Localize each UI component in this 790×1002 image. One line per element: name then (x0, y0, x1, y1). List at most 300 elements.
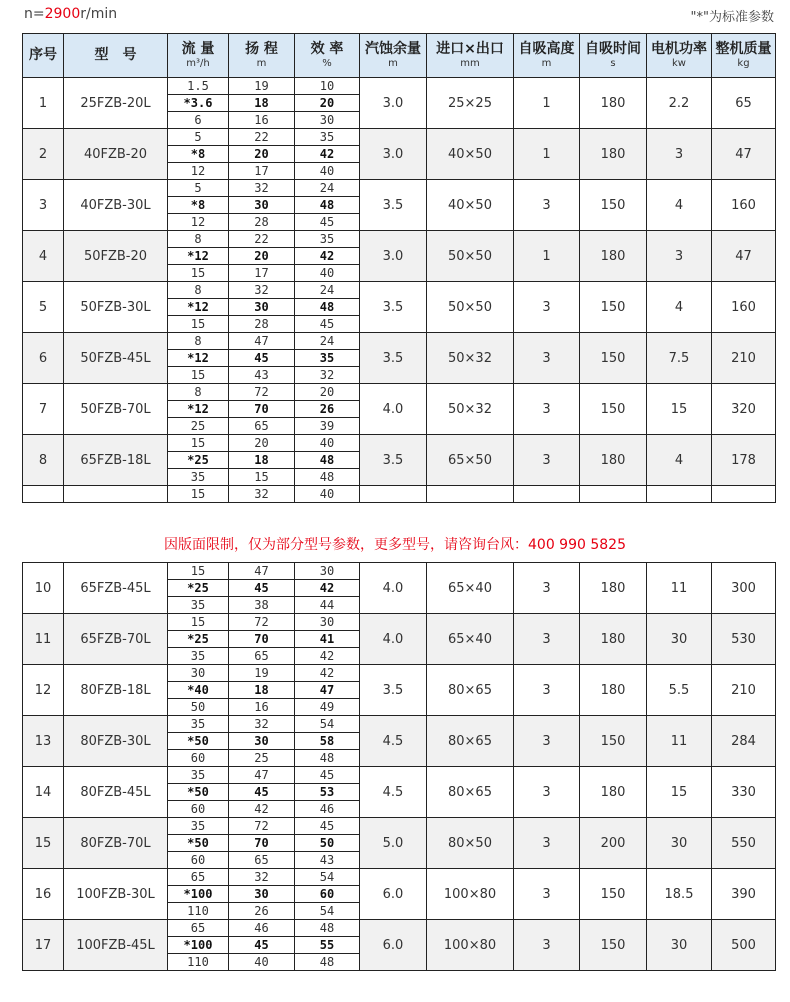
flow-cell: 60 (168, 852, 229, 869)
column-header-label: 汽蚀余量 (365, 41, 421, 57)
flow-cell: 6 (168, 112, 229, 129)
suction-time-cell: 150 (580, 384, 647, 435)
motor-power-cell: 4 (647, 180, 712, 231)
flow-cell: 60 (168, 801, 229, 818)
suction-time-cell: 180 (580, 614, 647, 665)
efficiency-cell: 48 (295, 452, 360, 469)
column-header (712, 34, 776, 78)
unit-mass-cell: 65 (712, 78, 776, 129)
flow-cell: 65 (168, 920, 229, 937)
flow-cell: 8 (168, 384, 229, 401)
row-number: 1 (23, 78, 64, 129)
row-number: 7 (23, 384, 64, 435)
flow-cell: 110 (168, 954, 229, 971)
motor-power-cell: 30 (647, 818, 712, 869)
flow-cell: 15 (168, 435, 229, 452)
head-cell: 20 (229, 248, 295, 265)
flow-cell: 35 (168, 767, 229, 784)
port-size-cell: 80×65 (427, 767, 514, 818)
head-cell: 47 (229, 563, 295, 580)
motor-power-cell: 18.5 (647, 869, 712, 920)
column-header (360, 34, 427, 78)
efficiency-cell: 44 (295, 597, 360, 614)
speed-prefix: n= (24, 6, 45, 22)
npsh-cell: 3.0 (360, 129, 427, 180)
row-number: 13 (23, 716, 64, 767)
head-cell: 45 (229, 580, 295, 597)
head-cell: 72 (229, 384, 295, 401)
head-cell: 65 (229, 852, 295, 869)
model-cell: 65FZB-70L (64, 614, 168, 665)
column-header-label: 整机质量 (715, 41, 772, 57)
head-cell: 30 (229, 197, 295, 214)
model-cell: 80FZB-30L (64, 716, 168, 767)
head-cell: 15 (229, 469, 295, 486)
port-size-cell: 65×40 (427, 563, 514, 614)
suction-lift-cell: 3 (514, 180, 580, 231)
suction-time-cell: 200 (580, 818, 647, 869)
efficiency-cell: 54 (295, 716, 360, 733)
column-header-unit: s (610, 58, 616, 69)
table-row (23, 614, 776, 631)
column-header (514, 34, 580, 78)
head-cell: 70 (229, 631, 295, 648)
efficiency-cell: 35 (295, 350, 360, 367)
efficiency-cell: 32 (295, 367, 360, 384)
suction-lift-cell: 3 (514, 869, 580, 920)
flow-cell: *25 (168, 631, 229, 648)
row-number: 11 (23, 614, 64, 665)
unit-mass-cell: 47 (712, 129, 776, 180)
npsh-cell (360, 486, 427, 503)
efficiency-cell: 48 (295, 750, 360, 767)
unit-mass-cell: 550 (712, 818, 776, 869)
table-row (23, 384, 776, 401)
row-number: 3 (23, 180, 64, 231)
flow-cell: 65 (168, 869, 229, 886)
suction-lift-cell: 3 (514, 920, 580, 971)
motor-power-cell: 30 (647, 614, 712, 665)
flow-cell: *50 (168, 784, 229, 801)
suction-lift-cell: 3 (514, 716, 580, 767)
port-size-cell: 100×80 (427, 920, 514, 971)
flow-cell: 60 (168, 750, 229, 767)
efficiency-cell: 24 (295, 282, 360, 299)
port-size-cell: 50×32 (427, 333, 514, 384)
efficiency-cell: 20 (295, 384, 360, 401)
efficiency-cell: 48 (295, 920, 360, 937)
motor-power-cell: 3 (647, 231, 712, 282)
port-size-cell: 65×50 (427, 435, 514, 486)
head-cell: 42 (229, 801, 295, 818)
column-header (64, 34, 168, 78)
flow-cell: 30 (168, 665, 229, 682)
column-header-label: 型 号 (94, 47, 137, 63)
npsh-cell: 5.0 (360, 818, 427, 869)
port-size-cell: 40×50 (427, 180, 514, 231)
flow-cell: *100 (168, 886, 229, 903)
head-cell: 16 (229, 112, 295, 129)
column-header (168, 34, 229, 78)
notice-banner: 因版面限制，仅为部分型号参数，更多型号，请咨询台风：400 990 5825 (0, 530, 790, 560)
efficiency-cell: 54 (295, 869, 360, 886)
efficiency-cell: 53 (295, 784, 360, 801)
npsh-cell: 3.0 (360, 78, 427, 129)
column-header-label: 进口×出口 (436, 41, 504, 57)
head-cell: 72 (229, 614, 295, 631)
flow-cell: 8 (168, 333, 229, 350)
head-cell: 30 (229, 299, 295, 316)
npsh-cell: 4.0 (360, 384, 427, 435)
unit-mass-cell: 47 (712, 231, 776, 282)
flow-cell: 1.5 (168, 78, 229, 95)
suction-time-cell (580, 486, 647, 503)
head-cell: 47 (229, 767, 295, 784)
column-header (427, 34, 514, 78)
flow-cell: *3.6 (168, 95, 229, 112)
efficiency-cell: 54 (295, 903, 360, 920)
motor-power-cell: 4 (647, 282, 712, 333)
model-cell: 25FZB-20L (64, 78, 168, 129)
row-number: 4 (23, 231, 64, 282)
npsh-cell: 4.5 (360, 716, 427, 767)
row-number: 16 (23, 869, 64, 920)
unit-mass-cell (712, 486, 776, 503)
flow-cell: *12 (168, 248, 229, 265)
row-number: 8 (23, 435, 64, 486)
row-number: 6 (23, 333, 64, 384)
port-size-cell: 65×40 (427, 614, 514, 665)
flow-cell: *8 (168, 197, 229, 214)
column-header-label: 效 率 (310, 41, 344, 57)
column-header-unit: m (541, 58, 552, 69)
table-row (23, 180, 776, 197)
head-cell: 30 (229, 733, 295, 750)
npsh-cell: 6.0 (360, 920, 427, 971)
head-cell: 32 (229, 180, 295, 197)
flow-cell: *8 (168, 146, 229, 163)
npsh-cell: 3.0 (360, 231, 427, 282)
table-row (23, 818, 776, 835)
npsh-cell: 3.5 (360, 282, 427, 333)
efficiency-cell: 55 (295, 937, 360, 954)
head-cell: 19 (229, 665, 295, 682)
efficiency-cell: 20 (295, 95, 360, 112)
flow-cell: *50 (168, 835, 229, 852)
motor-power-cell: 2.2 (647, 78, 712, 129)
unit-mass-cell: 210 (712, 665, 776, 716)
npsh-cell: 3.5 (360, 180, 427, 231)
suction-lift-cell: 3 (514, 563, 580, 614)
efficiency-cell: 48 (295, 954, 360, 971)
table-row (23, 716, 776, 733)
efficiency-cell: 42 (295, 248, 360, 265)
flow-cell: *50 (168, 733, 229, 750)
head-cell: 28 (229, 214, 295, 231)
efficiency-cell: 47 (295, 682, 360, 699)
efficiency-cell: 42 (295, 146, 360, 163)
head-cell: 32 (229, 869, 295, 886)
model-cell: 80FZB-45L (64, 767, 168, 818)
column-header-label: 自吸时间 (585, 41, 641, 57)
standard-param-note: "*"为标准参数 (690, 10, 774, 25)
suction-time-cell: 180 (580, 435, 647, 486)
flow-cell: 15 (168, 614, 229, 631)
head-cell: 46 (229, 920, 295, 937)
efficiency-cell: 30 (295, 112, 360, 129)
port-size-cell: 50×50 (427, 231, 514, 282)
motor-power-cell: 5.5 (647, 665, 712, 716)
head-cell: 32 (229, 716, 295, 733)
efficiency-cell: 45 (295, 818, 360, 835)
head-cell: 45 (229, 350, 295, 367)
efficiency-cell: 35 (295, 129, 360, 146)
head-cell: 47 (229, 333, 295, 350)
row-number: 5 (23, 282, 64, 333)
table-row (23, 435, 776, 452)
flow-cell: 25 (168, 418, 229, 435)
column-header-label: 自吸高度 (518, 41, 575, 57)
suction-time-cell: 150 (580, 282, 647, 333)
model-cell: 50FZB-70L (64, 384, 168, 435)
head-cell: 32 (229, 486, 295, 503)
speed-value: 2900 (44, 6, 81, 22)
table-row (23, 129, 776, 146)
suction-time-cell: 180 (580, 563, 647, 614)
flow-cell: 35 (168, 818, 229, 835)
suction-lift-cell: 3 (514, 384, 580, 435)
npsh-cell: 4.0 (360, 614, 427, 665)
flow-cell: *12 (168, 350, 229, 367)
head-cell: 17 (229, 265, 295, 282)
port-size-cell: 40×50 (427, 129, 514, 180)
flow-cell: 50 (168, 699, 229, 716)
head-cell: 20 (229, 146, 295, 163)
head-cell: 18 (229, 95, 295, 112)
head-cell: 65 (229, 418, 295, 435)
flow-cell: 110 (168, 903, 229, 920)
motor-power-cell: 15 (647, 767, 712, 818)
head-cell: 18 (229, 452, 295, 469)
unit-mass-cell: 160 (712, 282, 776, 333)
efficiency-cell: 60 (295, 886, 360, 903)
port-size-cell: 100×80 (427, 869, 514, 920)
efficiency-cell: 30 (295, 614, 360, 631)
row-number: 14 (23, 767, 64, 818)
npsh-cell: 4.0 (360, 563, 427, 614)
flow-cell: 12 (168, 214, 229, 231)
efficiency-cell: 45 (295, 214, 360, 231)
unit-mass-cell: 284 (712, 716, 776, 767)
flow-cell: 5 (168, 129, 229, 146)
head-cell: 16 (229, 699, 295, 716)
flow-cell: 15 (168, 265, 229, 282)
head-cell: 70 (229, 401, 295, 418)
top-bar (0, 0, 790, 30)
suction-time-cell: 150 (580, 333, 647, 384)
port-size-cell: 80×50 (427, 818, 514, 869)
npsh-cell: 3.5 (360, 665, 427, 716)
speed-label (24, 6, 117, 22)
efficiency-cell: 40 (295, 163, 360, 180)
efficiency-cell: 24 (295, 333, 360, 350)
model-cell: 50FZB-20 (64, 231, 168, 282)
model-cell: 80FZB-70L (64, 818, 168, 869)
efficiency-cell: 46 (295, 801, 360, 818)
head-cell: 43 (229, 367, 295, 384)
motor-power-cell: 4 (647, 435, 712, 486)
row-number: 12 (23, 665, 64, 716)
column-header (580, 34, 647, 78)
motor-power-cell: 15 (647, 384, 712, 435)
speed-unit: r/min (80, 6, 118, 22)
table-row (23, 665, 776, 682)
efficiency-cell: 45 (295, 767, 360, 784)
model-cell: 65FZB-45L (64, 563, 168, 614)
table-row (23, 333, 776, 350)
suction-time-cell: 150 (580, 716, 647, 767)
flow-cell: 8 (168, 231, 229, 248)
efficiency-cell: 48 (295, 299, 360, 316)
unit-mass-cell: 210 (712, 333, 776, 384)
head-cell: 30 (229, 886, 295, 903)
table-row (23, 486, 776, 503)
efficiency-cell: 45 (295, 316, 360, 333)
column-header-unit: mm (460, 58, 480, 69)
head-cell: 65 (229, 648, 295, 665)
head-cell: 22 (229, 129, 295, 146)
column-header-unit: m (256, 58, 267, 69)
port-size-cell: 80×65 (427, 716, 514, 767)
row-number: 10 (23, 563, 64, 614)
npsh-cell: 3.5 (360, 333, 427, 384)
table-header (23, 34, 776, 78)
head-cell: 25 (229, 750, 295, 767)
efficiency-cell: 40 (295, 265, 360, 282)
model-cell: 50FZB-45L (64, 333, 168, 384)
flow-cell: 12 (168, 163, 229, 180)
flow-cell: 15 (168, 367, 229, 384)
model-cell: 80FZB-18L (64, 665, 168, 716)
efficiency-cell: 24 (295, 180, 360, 197)
port-size-cell (427, 486, 514, 503)
suction-time-cell: 180 (580, 78, 647, 129)
suction-time-cell: 180 (580, 231, 647, 282)
unit-mass-cell: 530 (712, 614, 776, 665)
motor-power-cell: 7.5 (647, 333, 712, 384)
head-cell: 22 (229, 231, 295, 248)
column-header-unit: kw (672, 58, 686, 69)
column-header-label: 序号 (29, 47, 57, 63)
port-size-cell: 50×50 (427, 282, 514, 333)
table-row (23, 282, 776, 299)
npsh-cell: 6.0 (360, 869, 427, 920)
head-cell: 18 (229, 682, 295, 699)
flow-cell: 8 (168, 282, 229, 299)
motor-power-cell (647, 486, 712, 503)
efficiency-cell: 50 (295, 835, 360, 852)
port-size-cell: 80×65 (427, 665, 514, 716)
row-number (23, 486, 64, 503)
npsh-cell: 4.5 (360, 767, 427, 818)
flow-cell: 35 (168, 648, 229, 665)
table-row (23, 231, 776, 248)
table-row (23, 767, 776, 784)
table-row (23, 869, 776, 886)
motor-power-cell: 3 (647, 129, 712, 180)
flow-cell: *25 (168, 452, 229, 469)
suction-lift-cell: 3 (514, 665, 580, 716)
head-cell: 17 (229, 163, 295, 180)
suction-lift-cell: 3 (514, 614, 580, 665)
suction-time-cell: 150 (580, 869, 647, 920)
model-cell: 100FZB-30L (64, 869, 168, 920)
column-header (295, 34, 360, 78)
flow-cell: 15 (168, 316, 229, 333)
suction-time-cell: 180 (580, 767, 647, 818)
port-size-cell: 50×32 (427, 384, 514, 435)
unit-mass-cell: 300 (712, 563, 776, 614)
unit-mass-cell: 330 (712, 767, 776, 818)
head-cell: 40 (229, 954, 295, 971)
row-number: 2 (23, 129, 64, 180)
motor-power-cell: 11 (647, 716, 712, 767)
head-cell: 28 (229, 316, 295, 333)
suction-time-cell: 180 (580, 665, 647, 716)
efficiency-cell: 42 (295, 580, 360, 597)
flow-cell: 15 (168, 486, 229, 503)
suction-lift-cell: 3 (514, 435, 580, 486)
flow-cell: 35 (168, 597, 229, 614)
flow-cell: 15 (168, 563, 229, 580)
suction-lift-cell: 1 (514, 129, 580, 180)
suction-time-cell: 180 (580, 129, 647, 180)
head-cell: 45 (229, 784, 295, 801)
efficiency-cell: 42 (295, 648, 360, 665)
motor-power-cell: 11 (647, 563, 712, 614)
head-cell: 45 (229, 937, 295, 954)
spec-table-bottom (22, 562, 776, 971)
suction-time-cell: 150 (580, 180, 647, 231)
suction-lift-cell: 3 (514, 333, 580, 384)
column-header-unit: % (322, 58, 332, 69)
model-cell: 40FZB-30L (64, 180, 168, 231)
suction-lift-cell: 1 (514, 78, 580, 129)
column-header (23, 34, 64, 78)
column-header-label: 流 量 (181, 41, 215, 57)
column-header-unit: kg (737, 58, 750, 69)
head-cell: 32 (229, 282, 295, 299)
head-cell: 38 (229, 597, 295, 614)
column-header-unit: m (388, 58, 398, 69)
motor-power-cell: 30 (647, 920, 712, 971)
port-size-cell: 25×25 (427, 78, 514, 129)
efficiency-cell: 58 (295, 733, 360, 750)
table-row (23, 78, 776, 95)
suction-lift-cell: 3 (514, 282, 580, 333)
efficiency-cell: 48 (295, 197, 360, 214)
model-cell: 40FZB-20 (64, 129, 168, 180)
model-cell: 50FZB-30L (64, 282, 168, 333)
efficiency-cell: 43 (295, 852, 360, 869)
head-cell: 19 (229, 78, 295, 95)
efficiency-cell: 10 (295, 78, 360, 95)
flow-cell: 35 (168, 716, 229, 733)
spec-table-top (22, 33, 776, 503)
efficiency-cell: 26 (295, 401, 360, 418)
suction-lift-cell: 3 (514, 818, 580, 869)
row-number: 15 (23, 818, 64, 869)
